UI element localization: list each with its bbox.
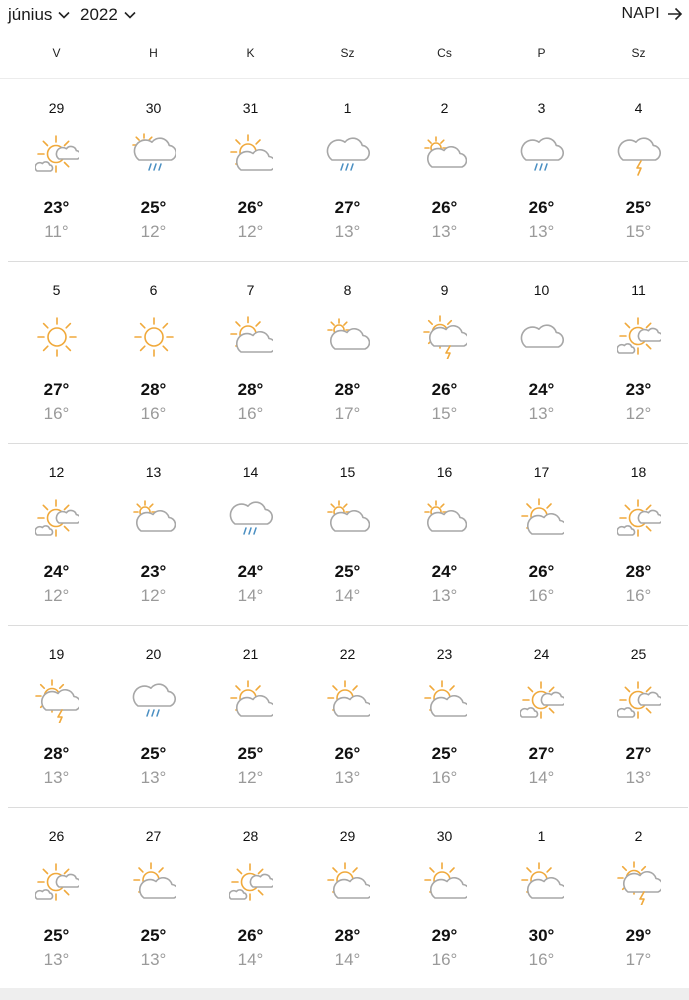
cloud-rain-icon — [326, 133, 370, 177]
day-cell[interactable] — [493, 262, 590, 444]
day-cell[interactable] — [105, 808, 202, 990]
sun-cloud-small-icon — [35, 497, 79, 541]
max-temperature: 27° — [625, 744, 652, 763]
max-temperature: 27° — [43, 380, 70, 399]
min-temperature: 15° — [625, 222, 652, 241]
month-select-label: június — [8, 5, 53, 24]
sun-icon — [35, 315, 79, 359]
min-temperature: 16° — [237, 404, 264, 423]
max-temperature: 26° — [237, 198, 264, 217]
day-number: 29 — [48, 100, 65, 116]
sun-icon — [132, 315, 176, 359]
min-temperature: 14° — [334, 586, 361, 605]
max-temperature: 24° — [43, 562, 70, 581]
sun-cloud-small-icon — [229, 861, 273, 905]
cloud-icon — [520, 315, 564, 359]
day-number: 14 — [242, 464, 259, 480]
max-temperature: 28° — [334, 926, 361, 945]
day-cell[interactable] — [590, 808, 687, 990]
weekday-label: Sz — [631, 46, 646, 60]
weekday-label: Cs — [437, 46, 452, 60]
min-temperature: 16° — [528, 950, 555, 969]
cloud-rain-sun-icon — [132, 133, 176, 177]
max-temperature: 25° — [140, 926, 167, 945]
day-number: 1 — [343, 100, 352, 116]
day-number: 3 — [537, 100, 546, 116]
max-temperature: 27° — [334, 198, 361, 217]
max-temperature: 30° — [528, 926, 555, 945]
day-cell[interactable] — [396, 808, 493, 990]
day-number: 28 — [242, 828, 259, 844]
day-number: 1 — [537, 828, 546, 844]
day-cell[interactable] — [299, 80, 396, 262]
day-number: 9 — [440, 282, 449, 298]
weekday-label: P — [537, 46, 546, 60]
day-number: 10 — [533, 282, 550, 298]
daily-view-label: NAPI — [621, 5, 660, 22]
min-temperature: 13° — [43, 768, 70, 787]
day-cell[interactable] — [202, 808, 299, 990]
day-number: 12 — [48, 464, 65, 480]
day-number: 20 — [145, 646, 162, 662]
min-temperature: 13° — [334, 768, 361, 787]
cloud-sun-small-icon — [423, 497, 467, 541]
weekday-header — [8, 46, 688, 70]
max-temperature: 25° — [43, 926, 70, 945]
max-temperature: 26° — [431, 198, 458, 217]
max-temperature: 26° — [431, 380, 458, 399]
sun-cloud-small-icon — [520, 679, 564, 723]
max-temperature: 25° — [237, 744, 264, 763]
max-temperature: 25° — [140, 198, 167, 217]
min-temperature: 16° — [140, 404, 167, 423]
chevron-down-icon — [124, 11, 136, 19]
week-row — [8, 626, 688, 808]
day-number: 7 — [246, 282, 255, 298]
day-cell[interactable] — [396, 262, 493, 444]
sun-cloud-icon — [229, 315, 273, 359]
day-number: 2 — [440, 100, 449, 116]
cloud-sun-small-icon — [326, 315, 370, 359]
weekday-label: K — [246, 46, 255, 60]
min-temperature: 13° — [431, 586, 458, 605]
max-temperature: 24° — [528, 380, 555, 399]
day-cell[interactable] — [8, 262, 105, 444]
day-number: 30 — [145, 100, 162, 116]
sun-cloud-icon — [326, 861, 370, 905]
bottom-bar — [0, 988, 689, 1000]
day-number: 26 — [48, 828, 65, 844]
min-temperature: 13° — [334, 222, 361, 241]
max-temperature: 23° — [140, 562, 167, 581]
day-cell[interactable] — [105, 262, 202, 444]
weekday-label: V — [52, 46, 61, 60]
cloud-rain-icon — [229, 497, 273, 541]
max-temperature: 29° — [625, 926, 652, 945]
day-number: 2 — [634, 828, 643, 844]
day-cell[interactable] — [590, 262, 687, 444]
sun-cloud-icon — [326, 679, 370, 723]
min-temperature: 16° — [43, 404, 70, 423]
max-temperature: 26° — [528, 562, 555, 581]
day-cell[interactable] — [202, 626, 299, 808]
min-temperature: 13° — [625, 768, 652, 787]
sun-cloud-small-icon — [35, 861, 79, 905]
day-cell[interactable] — [202, 80, 299, 262]
max-temperature: 25° — [140, 744, 167, 763]
max-temperature: 28° — [43, 744, 70, 763]
max-temperature: 28° — [625, 562, 652, 581]
daily-view-link[interactable] — [621, 5, 683, 23]
min-temperature: 13° — [528, 404, 555, 423]
min-temperature: 13° — [528, 222, 555, 241]
sun-cloud-bolt-icon — [35, 679, 79, 723]
day-cell[interactable] — [299, 808, 396, 990]
sun-cloud-bolt-icon — [617, 861, 661, 905]
day-cell[interactable] — [202, 444, 299, 626]
day-number: 11 — [631, 282, 646, 298]
day-number: 19 — [48, 646, 65, 662]
sun-cloud-small-icon — [617, 315, 661, 359]
calendar-toolbar — [0, 0, 689, 34]
sun-cloud-icon — [229, 679, 273, 723]
day-cell[interactable] — [396, 80, 493, 262]
max-temperature: 28° — [334, 380, 361, 399]
day-cell[interactable] — [8, 444, 105, 626]
day-cell[interactable] — [493, 626, 590, 808]
day-cell[interactable] — [8, 626, 105, 808]
sun-cloud-icon — [229, 133, 273, 177]
day-cell[interactable] — [8, 808, 105, 990]
cloud-rain-icon — [520, 133, 564, 177]
day-cell[interactable] — [105, 444, 202, 626]
day-number: 30 — [436, 828, 453, 844]
max-temperature: 25° — [334, 562, 361, 581]
day-cell[interactable] — [299, 262, 396, 444]
min-temperature: 14° — [237, 950, 264, 969]
min-temperature: 16° — [528, 586, 555, 605]
day-cell[interactable] — [8, 80, 105, 262]
day-number: 21 — [242, 646, 259, 662]
min-temperature: 12° — [43, 586, 70, 605]
min-temperature: 17° — [334, 404, 361, 423]
day-number: 13 — [145, 464, 162, 480]
day-cell[interactable] — [590, 80, 687, 262]
cloud-rain-icon — [132, 679, 176, 723]
day-cell[interactable] — [202, 262, 299, 444]
sun-cloud-icon — [520, 861, 564, 905]
min-temperature: 13° — [140, 768, 167, 787]
min-temperature: 12° — [237, 768, 264, 787]
min-temperature: 17° — [625, 950, 652, 969]
day-number: 25 — [630, 646, 647, 662]
cloud-bolt-icon — [617, 133, 661, 177]
max-temperature: 29° — [431, 926, 458, 945]
min-temperature: 16° — [431, 768, 458, 787]
max-temperature: 28° — [140, 380, 167, 399]
sun-cloud-small-icon — [35, 133, 79, 177]
max-temperature: 28° — [237, 380, 264, 399]
sun-cloud-small-icon — [617, 679, 661, 723]
min-temperature: 12° — [140, 222, 167, 241]
min-temperature: 13° — [140, 950, 167, 969]
min-temperature: 12° — [140, 586, 167, 605]
min-temperature: 14° — [237, 586, 264, 605]
max-temperature: 27° — [528, 744, 555, 763]
sun-cloud-icon — [520, 497, 564, 541]
day-number: 6 — [149, 282, 158, 298]
min-temperature: 13° — [431, 222, 458, 241]
day-number: 22 — [339, 646, 356, 662]
max-temperature: 26° — [528, 198, 555, 217]
min-temperature: 16° — [625, 586, 652, 605]
week-row — [8, 444, 688, 626]
week-row — [8, 80, 688, 262]
min-temperature: 16° — [431, 950, 458, 969]
cloud-sun-small-icon — [132, 497, 176, 541]
day-cell[interactable] — [493, 444, 590, 626]
day-cell[interactable] — [396, 444, 493, 626]
max-temperature: 26° — [237, 926, 264, 945]
cloud-sun-small-icon — [423, 133, 467, 177]
min-temperature: 12° — [237, 222, 264, 241]
week-row — [8, 808, 688, 990]
min-temperature: 12° — [625, 404, 652, 423]
day-number: 16 — [436, 464, 453, 480]
min-temperature: 11° — [44, 222, 69, 241]
day-cell[interactable] — [299, 444, 396, 626]
day-cell[interactable] — [590, 444, 687, 626]
sun-cloud-small-icon — [617, 497, 661, 541]
arrow-right-icon — [667, 7, 683, 21]
day-number: 17 — [533, 464, 550, 480]
day-cell[interactable] — [105, 80, 202, 262]
month-select[interactable] — [8, 5, 70, 25]
sun-cloud-icon — [423, 679, 467, 723]
max-temperature: 25° — [625, 198, 652, 217]
day-cell[interactable] — [299, 626, 396, 808]
max-temperature: 23° — [625, 380, 652, 399]
sun-cloud-icon — [132, 861, 176, 905]
day-number: 5 — [52, 282, 61, 298]
weekday-label: Sz — [340, 46, 355, 60]
min-temperature: 14° — [334, 950, 361, 969]
day-number: 31 — [242, 100, 259, 116]
year-select[interactable] — [80, 5, 136, 25]
min-temperature: 13° — [43, 950, 70, 969]
sun-cloud-bolt-icon — [423, 315, 467, 359]
sun-cloud-icon — [423, 861, 467, 905]
max-temperature: 23° — [43, 198, 70, 217]
day-number: 4 — [634, 100, 643, 116]
day-number: 23 — [436, 646, 453, 662]
year-select-label: 2022 — [80, 5, 118, 24]
day-cell[interactable] — [396, 626, 493, 808]
day-number: 29 — [339, 828, 356, 844]
day-number: 18 — [630, 464, 647, 480]
min-temperature: 14° — [528, 768, 555, 787]
max-temperature: 25° — [431, 744, 458, 763]
day-number: 8 — [343, 282, 352, 298]
cloud-sun-small-icon — [326, 497, 370, 541]
header-divider — [0, 78, 689, 79]
weekday-label: H — [149, 46, 158, 60]
day-number: 27 — [145, 828, 162, 844]
max-temperature: 26° — [334, 744, 361, 763]
day-cell[interactable] — [590, 626, 687, 808]
day-number: 24 — [533, 646, 550, 662]
chevron-down-icon — [58, 11, 70, 19]
day-cell[interactable] — [105, 626, 202, 808]
day-cell[interactable] — [493, 80, 590, 262]
min-temperature: 15° — [431, 404, 458, 423]
week-row — [8, 262, 688, 444]
max-temperature: 24° — [431, 562, 458, 581]
day-number: 15 — [339, 464, 356, 480]
day-cell[interactable] — [493, 808, 590, 990]
max-temperature: 24° — [237, 562, 264, 581]
